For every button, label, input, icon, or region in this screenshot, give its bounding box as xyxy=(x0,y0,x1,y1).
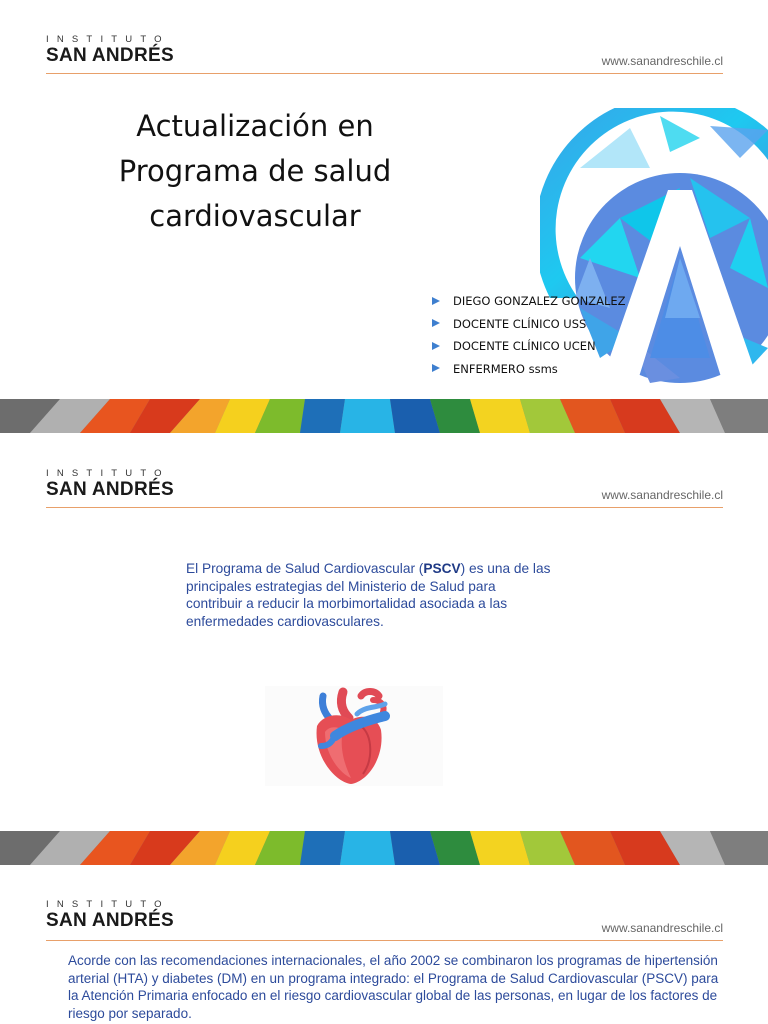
title-line-2: Programa de salud xyxy=(118,154,392,188)
triangle-bullet-icon xyxy=(432,364,440,372)
slide-2 xyxy=(0,434,768,866)
list-item: ENFERMERO ssms xyxy=(432,358,626,381)
title-line-3: cardiovascular xyxy=(149,199,361,233)
website-url[interactable]: www.sanandreschile.cl xyxy=(601,54,723,68)
logo-bottom-text: SAN ANDRÉS xyxy=(46,45,174,66)
pscv-intro-paragraph: El Programa de Salud Cardiovascular (PSCV) es una de las principales estrategias del Ministerio de Salud para contribuir a reducir la morbimortalidad asociada a las enfermedades cardiovasculares. xyxy=(186,561,551,629)
website-url[interactable]: www.sanandreschile.cl xyxy=(601,488,723,502)
logo-bottom-text: SAN ANDRÉS xyxy=(46,910,174,931)
triangle-bullet-icon xyxy=(432,319,440,327)
logo-top-text: INSTITUTO xyxy=(46,468,170,479)
institute-logo xyxy=(46,900,174,931)
list-item: DOCENTE CLÍNICO USS xyxy=(432,313,626,336)
triangle-bullet-icon xyxy=(432,342,440,350)
decorative-color-stripe xyxy=(0,831,768,865)
slide-title xyxy=(90,104,420,239)
presenter-info-list xyxy=(432,290,626,380)
website-url[interactable]: www.sanandreschile.cl xyxy=(601,921,723,935)
logo-top-text: INSTITUTO xyxy=(46,899,170,910)
header-divider xyxy=(46,73,723,74)
list-item: DIEGO GONZALEZ GONZALEZ xyxy=(432,290,626,313)
triangle-bullet-icon xyxy=(432,297,440,305)
list-item: DOCENTE CLÍNICO UCEN xyxy=(432,335,626,358)
decorative-color-stripe xyxy=(0,399,768,433)
pscv-history-paragraph: Acorde con las recomendaciones internacionales, el año 2002 se combinaron los programas de hipertensión arterial (HTA) y diabetes (DM) en un programa integrado: el Programa de Salud Cardiovascular (PSCV) para la Atención Primaria enfocado en el riesgo cardiovascular global de las personas, en lugar de los factores de riesgo por separado. xyxy=(68,953,719,1021)
logo-bottom-text: SAN ANDRÉS xyxy=(46,479,174,500)
title-line-1: Actualización en xyxy=(136,109,374,143)
heart-illustration xyxy=(265,686,443,786)
institute-logo xyxy=(46,35,174,66)
logo-top-text: INSTITUTO xyxy=(46,34,170,45)
pscv-abbreviation: PSCV xyxy=(423,561,461,576)
institute-logo xyxy=(46,469,174,500)
slide-3 xyxy=(0,866,768,1024)
header-divider xyxy=(46,507,723,508)
header-divider xyxy=(46,940,723,941)
slide-1 xyxy=(0,0,768,434)
